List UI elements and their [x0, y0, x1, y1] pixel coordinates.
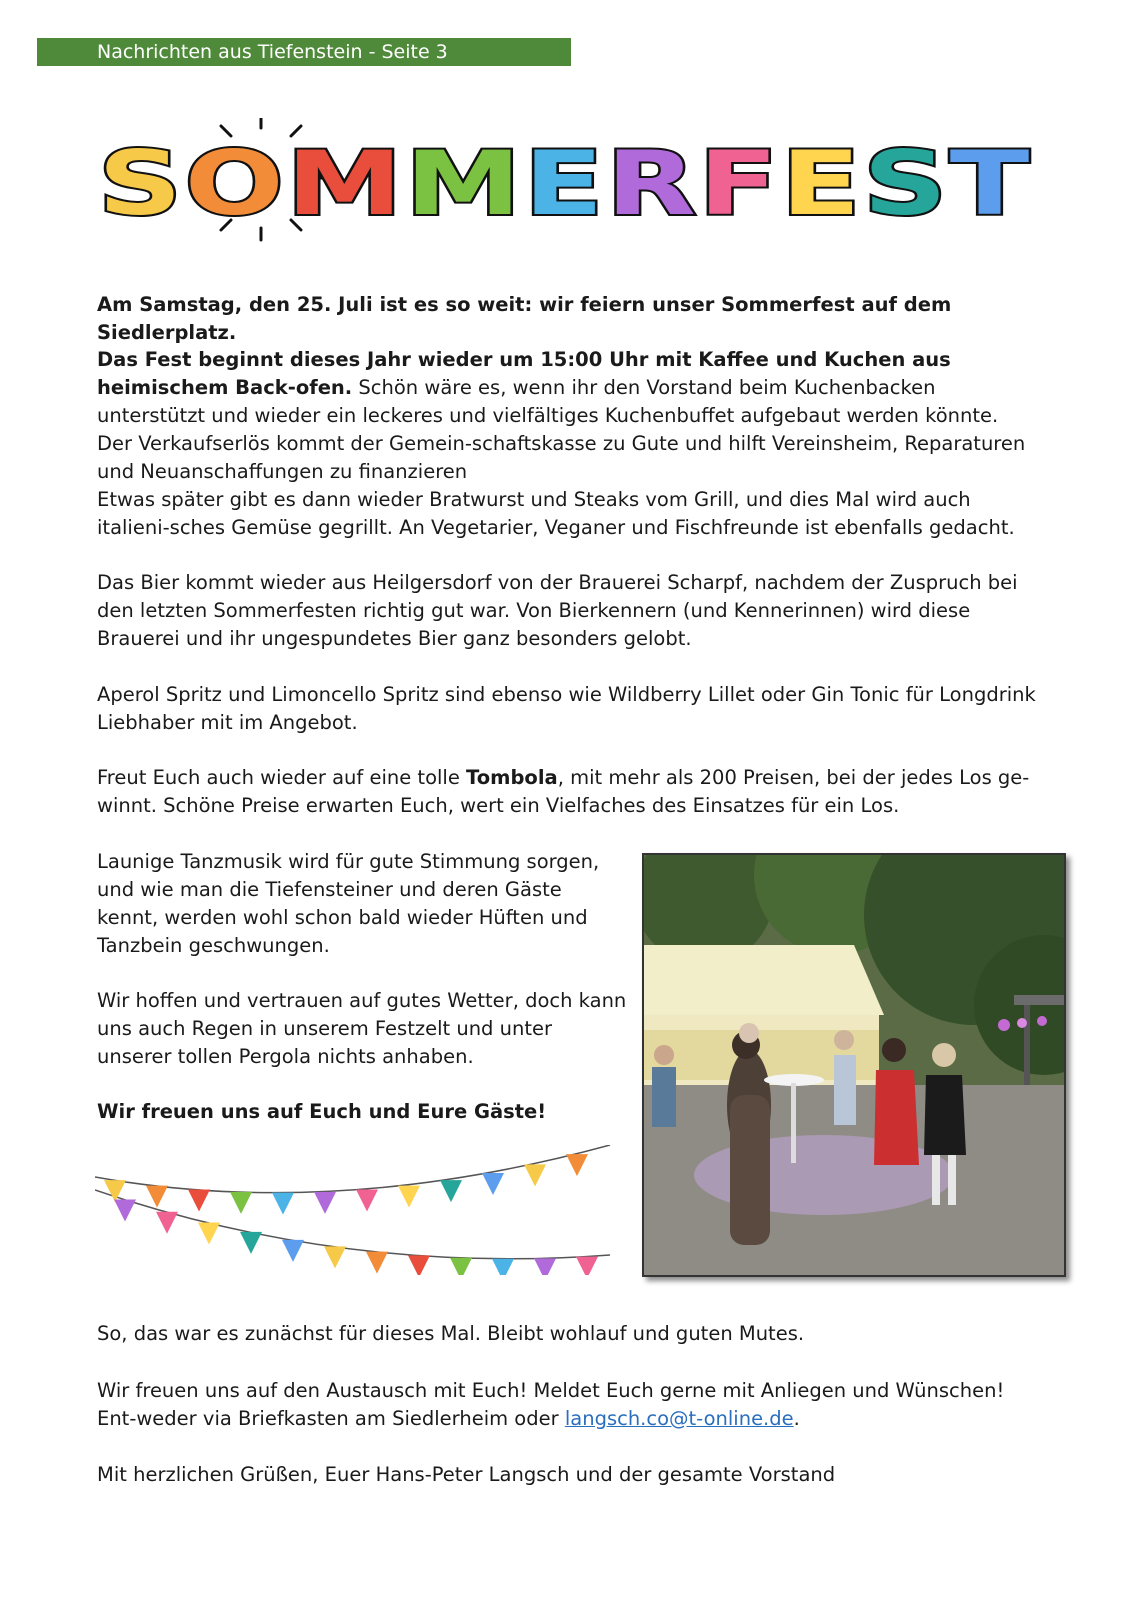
title-letter: M — [405, 132, 495, 235]
bunting-flag — [282, 1240, 304, 1262]
bunting-illustration — [95, 1145, 615, 1275]
page-header-title: Nachrichten aus Tiefenstein - Seite 3 — [97, 41, 448, 63]
bunting-flag — [198, 1222, 220, 1244]
title-letter: S — [98, 132, 164, 235]
closing-bold-paragraph — [97, 1098, 627, 1126]
contact-period: . — [793, 1407, 800, 1430]
title-letter: E — [780, 132, 843, 235]
farewell-text: So, das war es zunächst für dieses Mal. Bleibt wohlauf und guten Mutes. — [97, 1322, 805, 1345]
bunting-flag — [188, 1190, 210, 1212]
tombola-text-end: , mit mehr als 200 Preisen, bei der jedes Los ge-winnt. Schöne Preise erwarten Euch, wert ein Vielfaches des Einsatzes für ein Los. — [97, 766, 1030, 817]
title-letter: R — [606, 132, 676, 235]
bunting-flag — [408, 1255, 430, 1275]
farewell-paragraph — [97, 1320, 1037, 1348]
bunting-flag — [576, 1257, 598, 1275]
contact-email-link[interactable]: langsch.co@t-online.de — [564, 1407, 794, 1430]
cake-bold-text: Das Fest beginnt dieses Jahr wieder um 15:00 Uhr mit Kaffee und Kuchen aus heimischem Back-ofen. — [97, 348, 951, 399]
title-letter: S — [863, 132, 929, 235]
bunting-flag — [492, 1259, 514, 1275]
bunting-flag — [524, 1164, 546, 1186]
signature-text: Mit herzlichen Grüßen, Euer Hans-Peter Langsch und der gesamte Vorstand — [97, 1463, 836, 1486]
bunting-flag — [450, 1258, 472, 1275]
bunting-flag — [114, 1200, 136, 1222]
grill-text: Etwas später gibt es dann wieder Bratwurst und Steaks vom Grill, und dies Mal wird auch italieni-sches Gemüse gegrillt. An Vegetarier, Veganer und Fischfreunde ist ebenfalls gedacht. — [97, 488, 1015, 539]
cake-text: Schön wäre es, wenn ihr den Vorstand beim Kuchenbacken unterstützt und wieder ein leckeres und vielfältiges Kuchenbuffet aufgebaut werden könnte. Der Verkaufserlös kommt der Gemein-schaftskasse zu Gute und hilft Vereinsheim, Reparaturen und Neuanschaffungen zu finanzieren — [97, 376, 1026, 483]
beer-paragraph — [97, 569, 1037, 653]
bunting-flag — [356, 1190, 378, 1212]
bunting-flag — [366, 1252, 388, 1274]
title-letter: T — [949, 132, 1012, 235]
drinks-text: Aperol Spritz und Limoncello Spritz sind ebenso wie Wildberry Lillet oder Gin Tonic für Longdrink Liebhaber mit im Angebot. — [97, 683, 1036, 734]
title-letter: O — [184, 132, 262, 235]
bunting-flag — [534, 1258, 556, 1275]
bunting-flag — [398, 1186, 420, 1208]
bunting-flag — [314, 1192, 336, 1214]
contact-paragraph — [97, 1377, 1037, 1433]
tombola-bold: Tombola — [466, 766, 558, 789]
weather-text: Wir hoffen und vertrauen auf gutes Wetter, doch kann uns auch Regen in unserem Festzelt und unter unserer tollen Pergola nichts anhaben. — [97, 989, 627, 1068]
signature-paragraph — [97, 1461, 1037, 1489]
bunting-flag — [230, 1192, 252, 1214]
music-text: Launige Tanzmusik wird für gute Stimmung sorgen, und wie man die Tiefensteiner und deren Gäste kennt, werden wohl schon bald wieder Hüften und Tanzbein geschwungen. — [97, 850, 600, 957]
contact-text: Wir freuen uns auf den Austausch mit Euch! Meldet Euch gerne mit Anliegen und Wünschen! Ent-weder via Briefkasten am Siedlerheim oder — [97, 1379, 1005, 1430]
music-paragraph — [97, 848, 627, 960]
cake-paragraph — [97, 346, 1037, 486]
weather-paragraph — [97, 987, 627, 1071]
drinks-paragraph — [97, 681, 1037, 737]
tombola-text-start: Freut Euch auch wieder auf eine tolle — [97, 766, 460, 789]
title-letter: E — [523, 132, 586, 235]
title-letter: F — [698, 132, 761, 235]
sommerfest-title-text — [98, 132, 1032, 235]
festival-photo-scene — [644, 855, 1066, 1277]
bunting-flag — [566, 1154, 588, 1176]
tombola-paragraph — [97, 764, 1037, 820]
bunting-flag — [440, 1180, 462, 1202]
bunting-flag — [146, 1186, 168, 1208]
bunting-flag — [240, 1232, 262, 1254]
beer-text: Das Bier kommt wieder aus Heilgersdorf von der Brauerei Scharpf, nachdem der Zuspruch bei den letzten Sommerfesten richtig gut war. Von Bierkennern (und Kennerinnen) wird diese Brauerei und ihr ungespundetes Bier ganz besonders gelobt. — [97, 571, 1018, 650]
sommerfest-title-art — [96, 118, 1040, 242]
intro-paragraph — [97, 291, 1037, 347]
title-letter: M — [286, 132, 376, 235]
bunting-flag — [156, 1212, 178, 1234]
festival-photo — [642, 853, 1066, 1277]
grill-paragraph — [97, 486, 1037, 542]
bunting-flag — [324, 1246, 346, 1268]
bunting-flag — [482, 1173, 504, 1195]
closing-bold-text: Wir freuen uns auf Euch und Eure Gäste! — [97, 1100, 547, 1123]
intro-text: Am Samstag, den 25. Juli ist es so weit: wir feiern unser Sommerfest auf dem Siedlerplatz. — [97, 293, 952, 344]
bunting-flag — [272, 1193, 294, 1215]
page-header-bar — [37, 38, 571, 66]
